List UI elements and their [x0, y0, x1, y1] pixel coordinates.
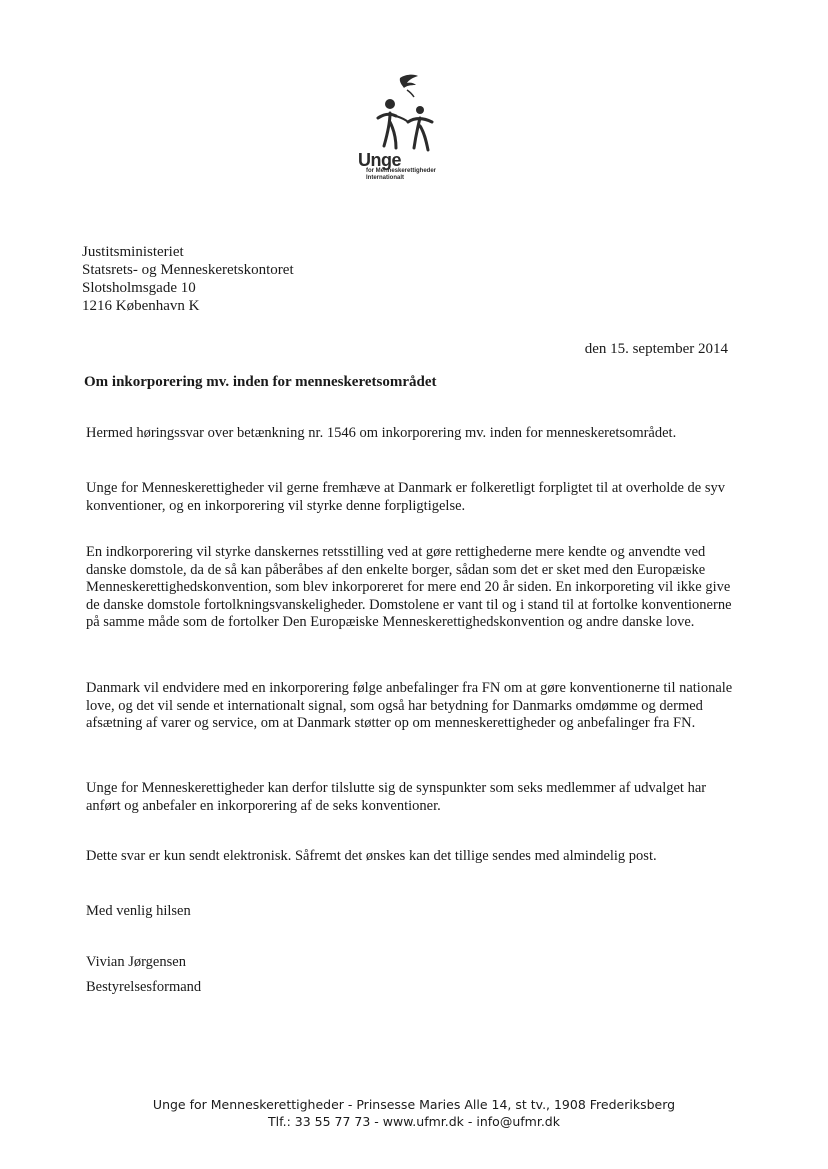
body-paragraph: Hermed høringssvar over betænkning nr. 1546 om inkorporering mv. inden for menneskeretsområdet. [86, 425, 677, 441]
signer-name: Vivian Jørgensen [86, 954, 186, 970]
closing-salutation: Med venlig hilsen [86, 903, 191, 919]
signer-title: Bestyrelsesformand [86, 979, 202, 995]
recipient-line: Justitsministeriet [82, 244, 184, 260]
logo-figures-icon [352, 70, 452, 155]
footer-contact: Tlf.: 33 55 77 73 - www.ufmr.dk - info@ufmr.dk [268, 1114, 560, 1129]
body-paragraph: Dette svar er kun sendt elektronisk. Såfremt det ønskes kan det tillige sendes med almindelig post. [86, 848, 657, 864]
recipient-line: Statsrets- og Menneskeretskontoret [82, 262, 294, 278]
logo-subtitle-line1: for Menneskerettigheder [366, 168, 437, 174]
letter-date: den 15. september 2014 [584, 341, 728, 357]
letter-subject: Om inkorporering mv. inden for menneskeretsområdet [84, 374, 437, 390]
body-paragraph: Unge for Menneskerettigheder kan derfor tilslutte sig de synspunkter som seks medlemmer af udvalget har anført og anbefaler en inkorporering af de seks konventioner. [86, 780, 707, 814]
recipient-address [82, 243, 294, 315]
logo-subtitle [366, 168, 436, 182]
organization-logo [352, 70, 452, 210]
logo-name: Unge [358, 150, 401, 170]
footer-address: Unge for Menneskerettigheder - Prinsesse Maries Alle 14, st tv., 1908 Frederiksberg [152, 1097, 676, 1112]
recipient-line: Slotsholmsgade 10 [82, 280, 196, 296]
body-paragraph: En indkorporering vil styrke danskernes retsstilling ved at gøre rettighederne mere kendte og anvendte ved danske domstole, da de så kan påberåbes af den enkelte borger, sådan som det er sket med den Europæiske Menneskerettighedskonvention, som blev inkorporeret for mere end 20 år siden. En inkorporeting vil ikke give de danske domstole fortolkningsvanskeligheder. Domstolene er vant til og i stand til at fortolke konventionerne på samme måde som de fortolker Den Europæiske Menneskerettighedskonvention og andre danske love. [86, 544, 732, 630]
letter-footer [0, 1096, 828, 1130]
recipient-line: 1216 København K [82, 298, 200, 314]
logo-subtitle-line2: Internationalt [366, 175, 405, 181]
body-paragraph: Unge for Menneskerettigheder vil gerne fremhæve at Danmark er folkeretligt forpligtet til at overholde de syv konventioner, og en inkorporering vil styrke denne forpligtigelse. [86, 480, 725, 514]
body-paragraph: Danmark vil endvidere med en inkorporering følge anbefalinger fra FN om at gøre konventionerne til nationale love, og det vil sende et internationalt signal, som også har betydning for Danmarks omdømme og dermed afsætning af varer og service, om at Danmark støtter op om menneskerettigheder og anbefalinger fra FN. [86, 680, 733, 731]
